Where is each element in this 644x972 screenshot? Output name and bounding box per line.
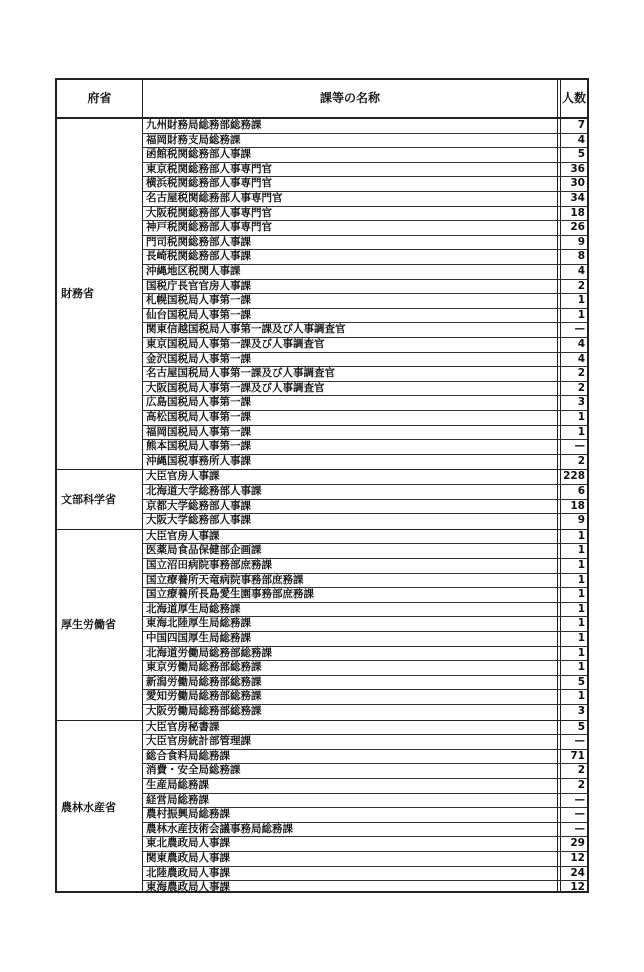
table-row [143,396,587,411]
table-row [143,735,587,750]
table-row [143,588,587,603]
table-row [143,500,587,515]
division-name: 横浜税関総務部人事専門官 [146,177,272,190]
table-row [143,881,587,896]
staff-count: 26 [570,221,585,234]
table-row [143,338,587,353]
division-name: 名古屋国税局人事第一課及び人事調査官 [146,367,335,380]
table-row [143,617,587,632]
table-row [143,514,587,529]
division-name: 大阪労働局総務部総務課 [146,704,262,717]
staff-count: 18 [570,206,585,219]
ministry-label: 厚生労働省 [61,617,116,631]
table-row [143,705,587,720]
staff-count: 6 [577,484,585,497]
division-name: 京都大学総務部人事課 [146,499,251,512]
staff-count: 5 [577,675,585,688]
division-name: 東京税関総務部人事専門官 [146,162,272,175]
staff-count: 7 [577,119,585,131]
division-name: 金沢国税局人事第一課 [146,352,251,365]
staff-count: 5 [577,148,585,161]
division-name: 東海農政局人事課 [146,881,230,894]
table-row [143,192,587,207]
division-name: 大臣官房人事課 [146,470,220,483]
table-row [143,236,587,251]
table-row [143,280,587,295]
staff-count: 1 [577,308,585,321]
staff-count: 1 [577,544,585,557]
staff-count: — [574,793,585,806]
division-name: 東京労働局総務部総務課 [146,661,262,674]
staff-count: 1 [577,588,585,601]
staff-count: 1 [577,690,585,703]
table-row [143,603,587,618]
table-row [143,455,587,470]
division-name: 神戸税関総務部人事専門官 [146,221,272,234]
table-row [143,823,587,838]
division-name: 沖縄地区税関人事課 [146,265,241,277]
table-header [57,80,587,119]
ministry-label: 文部科学省 [61,492,116,506]
division-name: 生産局総務課 [146,778,209,791]
table-row [143,411,587,426]
division-name: 農林水産技術会議事務局総務課 [146,822,293,835]
staff-count: 1 [577,294,585,307]
division-name: 札幌国税局人事第一課 [146,294,251,307]
staff-count: 1 [577,661,585,674]
division-name: 国税庁長官官房人事課 [146,279,251,292]
table-row [143,794,587,809]
table-row [143,294,587,309]
table-row [143,440,587,455]
table-row [143,559,587,574]
division-name: 福岡財務支局総務課 [146,133,241,146]
table-row [143,852,587,867]
table-row [143,530,587,545]
table-row [143,632,587,647]
staff-count: 9 [577,235,585,248]
table-row [143,163,587,178]
table-row [143,485,587,500]
division-name: 大阪国税局人事第一課及び人事調査官 [146,381,325,394]
staff-count: 1 [577,425,585,438]
staff-count: 36 [570,162,585,175]
table-row [143,119,587,134]
staff-count: 2 [577,279,585,292]
division-name: 国立療養所長島愛生園事務部庶務課 [146,588,314,601]
staff-count: 1 [577,411,585,423]
staff-count: 1 [577,573,585,586]
ministry-group [57,529,587,720]
division-name: 愛知労働局総務部総務課 [146,690,262,703]
table-row [143,764,587,779]
division-name: 門司税関総務部人事課 [146,235,251,248]
table-row [143,837,587,852]
table-row [143,367,587,382]
division-name: 沖縄国税事務所人事課 [146,454,251,467]
table-row [143,867,587,882]
staff-count: 12 [570,851,585,864]
staff-count: 3 [577,704,585,717]
division-name: 函館税関総務部人事課 [146,148,251,161]
table-row [143,265,587,280]
ministry-group [57,720,587,896]
staff-count: 2 [577,778,585,791]
division-name: 大臣官房秘書課 [146,720,220,733]
staff-count: — [574,440,585,453]
staff-count: 4 [577,338,585,350]
division-name: 東京国税局人事第一課及び人事調査官 [146,338,325,350]
staff-count: 1 [577,617,585,630]
division-name: 広島国税局人事第一課 [146,396,251,409]
table-row [143,426,587,441]
table-row [143,323,587,338]
staff-count: 4 [577,265,585,277]
table-row [143,382,587,397]
division-name: 新潟労働局総務部総務課 [146,675,262,688]
table-row [143,721,587,736]
staff-count: — [574,323,585,336]
division-name: 消費・安全局総務課 [146,764,241,777]
staff-count: 71 [570,749,585,762]
staff-count: 24 [570,866,585,879]
division-name: 東北農政局人事課 [146,837,230,850]
division-name: 総合食料局総務課 [146,749,230,762]
table-row [143,177,587,192]
table-row [143,207,587,222]
staff-count: 1 [577,529,585,542]
staff-count: 34 [570,192,585,204]
table-row [143,647,587,662]
table-row [143,779,587,794]
staff-count: 12 [570,881,585,894]
staff-count: 2 [577,454,585,467]
division-name: 高松国税局人事第一課 [146,411,251,423]
division-name: 中国四国厚生局総務課 [146,631,251,644]
staff-count: 3 [577,396,585,409]
division-name: 農村振興局総務課 [146,808,230,821]
staff-count: — [574,822,585,835]
staff-count: 228 [563,470,585,483]
table-row [143,309,587,324]
table-row [143,250,587,265]
division-name: 長崎税関総務部人事課 [146,250,251,263]
table-row [143,544,587,559]
staff-count: 8 [577,250,585,263]
header-count: 人数 [561,91,586,105]
ministry-label: 農林水産省 [61,801,116,815]
header-division-name: 課等の名称 [319,91,380,105]
staff-count: 2 [577,367,585,380]
division-name: 福岡国税局人事第一課 [146,425,251,438]
division-name: 東海北陸厚生局総務課 [146,617,251,630]
division-name: 国立沼田病院事務部庶務課 [146,558,272,571]
table-row [143,808,587,823]
table-row [143,574,587,589]
division-name: 北海道労働局総務部総務課 [146,646,272,659]
division-name: 大臣官房人事課 [146,529,220,542]
table-row [143,353,587,368]
staff-count: 1 [577,558,585,571]
staff-count: 1 [577,646,585,659]
personnel-table [55,78,589,893]
staff-count: 9 [577,514,585,527]
staff-count: 1 [577,602,585,615]
staff-count: 30 [570,177,585,190]
staff-count: — [574,808,585,821]
division-name: 九州財務局総務部総務課 [146,119,262,131]
division-name: 関東信越国税局人事第一課及び人事調査官 [146,323,346,336]
ministry-group [57,119,587,469]
division-name: 北陸農政局人事課 [146,866,230,879]
division-name: 国立療養所天竜病院事務部庶務課 [146,573,304,586]
staff-count: 2 [577,381,585,394]
table-row [143,750,587,765]
ministry-group [57,469,587,528]
staff-count: 1 [577,631,585,644]
ministry-label: 財務省 [61,287,94,301]
division-name: 大阪大学総務部人事課 [146,514,251,527]
table-row [143,470,587,485]
division-name: 大阪税関総務部人事専門官 [146,206,272,219]
table-row [143,661,587,676]
staff-count: 4 [577,133,585,146]
staff-count: — [574,735,585,748]
header-ministry: 府省 [87,91,112,105]
table-row [143,148,587,163]
table-row [143,134,587,149]
staff-count: 18 [570,499,585,512]
table-row [143,221,587,236]
division-name: 名古屋税関総務部人事専門官 [146,192,283,204]
division-name: 北海道厚生局総務課 [146,602,241,615]
staff-count: 4 [577,352,585,365]
division-name: 北海道大学総務部人事課 [146,484,262,497]
division-name: 医薬局食品保健部企画課 [146,544,262,557]
table-row [143,676,587,691]
division-name: 仙台国税局人事第一課 [146,308,251,321]
staff-count: 2 [577,764,585,777]
division-name: 熊本国税局人事第一課 [146,440,251,453]
division-name: 経営局総務課 [146,793,209,806]
division-name: 大臣官房統計部管理課 [146,735,251,748]
division-name: 関東農政局人事課 [146,851,230,864]
staff-count: 5 [577,720,585,733]
table-row [143,690,587,705]
staff-count: 29 [570,837,585,850]
